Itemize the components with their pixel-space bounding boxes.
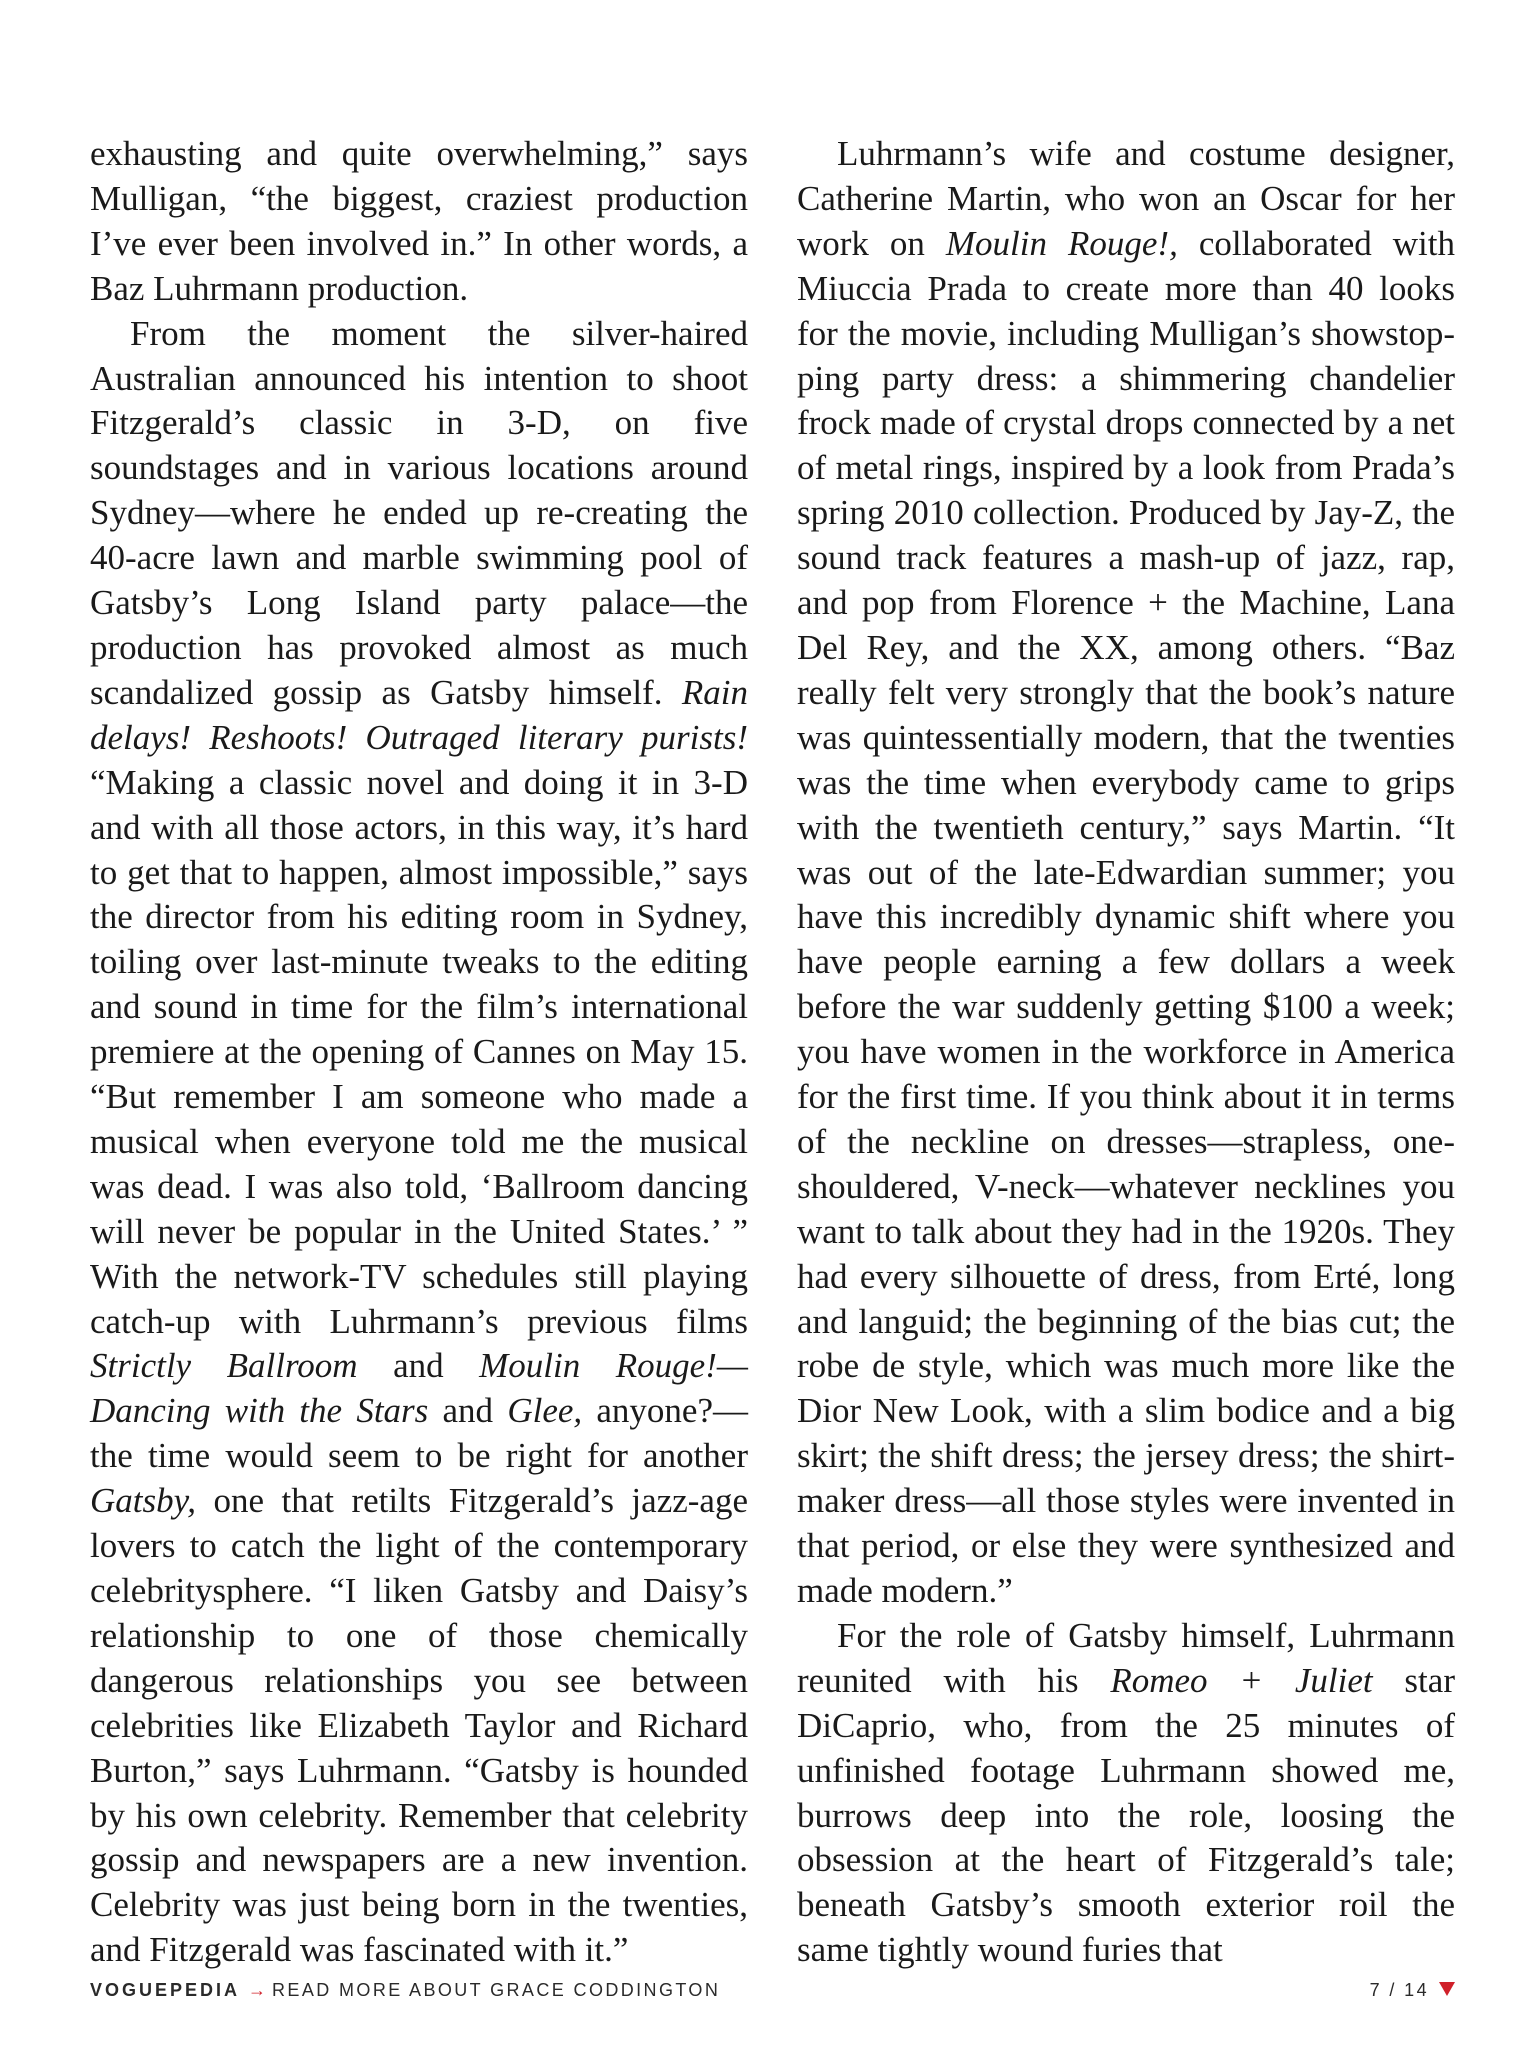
article-paragraph — [797, 132, 1455, 1614]
paragraph-text: one that retilts Fitzgerald’s jazz-age lovers to catch the light of the contemporary celebritysphere. “I liken Gatsby and Daisy’s relationship to one of those chemically dangerous relationships you see between celebrities like Elizabeth Taylor and Richard Burton,” says Luhrmann. “Gatsby is hounded by his own celebrity. Remember that celebrity gossip and newspapers are a new invention. Celebrity was just being born in the twenties, and Fitzgerald was fascinated with it.” — [90, 1481, 748, 1970]
italic-title-text: Gatsby, — [90, 1481, 196, 1521]
footer-left — [90, 1980, 720, 2001]
pagination — [1370, 1980, 1455, 2001]
paragraph-text: collaborated with Miuccia Prada to create more than 40 looks for the movie, including Mulligan’s showstopping party dress: a shimmering chandelier frock made of crystal drops connected by a net of metal rings, inspired by a look from Prada’s spring 2010 collection. Produced by Jay-Z, the sound track features a mash-up of jazz, rap, and pop from Florence + the Machine, Lana Del Rey, and the XX, among others. “Baz really felt very strongly that the book’s nature was quintessentially modern, that the twenties was the time when everybody came to grips with the twentieth century,” says Martin. “It was out of the late-Edwardian summer; you have this incredibly dynamic shift where you have people earning a few dollars a week before the war suddenly getting $100 a week; you have women in the workforce in America for the first time. If you think about it in terms of the neckline on dresses—strapless, one-shouldered, V-neck—whatever necklines you want to talk about they had in the 1920s. They had every silhouette of dress, from Erté, long and languid; the beginning of the bias cut; the robe de style, which was much more like the Dior New Look, with a slim bodice and a big skirt; the shift dress; the jersey dress; the shirtmaker dress—all those styles were invented in that period, or else they were synthesized and made modern.” — [797, 223, 1455, 1610]
page-footer — [90, 1980, 1455, 2004]
italic-title-text: Romeo + Juliet — [1110, 1660, 1373, 1700]
paragraph-text: For the role of Gatsby himself, Luhrmann reunited with his — [797, 1615, 1455, 1700]
italic-title-text: Moulin Rouge!—Dancing with the Stars — [90, 1346, 748, 1431]
down-triangle-icon[interactable] — [1439, 1982, 1455, 1996]
arrow-right-icon: → — [248, 1980, 267, 2000]
paragraph-text: anyone?—the time would seem to be right for another — [90, 1391, 748, 1476]
page-number: 7 / 14 — [1369, 1980, 1429, 2000]
read-more-link[interactable]: READ MORE ABOUT GRACE CODDINGTON — [272, 1980, 721, 2000]
paragraph-text: From the moment the silver-haired Australian announced his intention to shoot Fitzgerald’s classic in 3-D, on five soundstages and in various locations around Sydney—where he ended up re-creating the 40-acre lawn and marble swimming pool of Gatsby’s Long Island party palace—the production has provoked almost as much scandalized gossip as Gatsby himself. — [90, 313, 748, 712]
paragraph-text: and — [357, 1346, 480, 1386]
paragraph-text: “Making a classic novel and doing it in 3-D and with all those actors, in this way, it’s hard to get that to happen, almost impossible,” says the director from his editing room in Sydney, toiling over last-minute tweaks to the editing and sound in time for the film’s international premiere at the opening of Cannes on May 15. “But remember I am someone who made a musical when everyone told me the musical was dead. I was also told, ‘Ballroom dancing will never be popular in the United States.’ ” With the network-TV schedules still playing catch-up with Luhrmann’s previous films — [90, 762, 748, 1341]
article-column-right — [797, 132, 1455, 1973]
paragraph-text: exhausting and quite overwhelming,” says Mulligan, “the biggest, craziest production I’ve ever been involved in.” In other words, a Baz Luhrmann production. — [90, 134, 748, 308]
article-paragraph — [797, 1614, 1455, 1973]
italic-title-text: Strictly Ballroom — [90, 1346, 358, 1386]
paragraph-text: and — [428, 1391, 508, 1431]
italic-title-text: Glee, — [507, 1391, 583, 1431]
voguepedia-label: VOGUEPEDIA — [90, 1980, 241, 2000]
italic-title-text: Moulin Rouge!, — [945, 223, 1178, 263]
paragraph-text: star DiCaprio, who, from the 25 minutes of unfinished footage Luhrmann showed me, burrows deep into the role, loosing the obsession at the heart of Fitzgerald’s tale; beneath Gatsby’s smooth exterior roil the same tightly wound furies that — [797, 1660, 1455, 1970]
paragraph-text: Luhrmann’s wife and costume designer, Catherine Martin, who won an Oscar for her work on — [797, 134, 1455, 263]
article-paragraph — [90, 132, 748, 312]
italic-title-text: Rain delays! Reshoots! Outraged literary purists! — [90, 672, 748, 757]
article-paragraph — [90, 312, 748, 1974]
article-column-left — [90, 132, 748, 1973]
